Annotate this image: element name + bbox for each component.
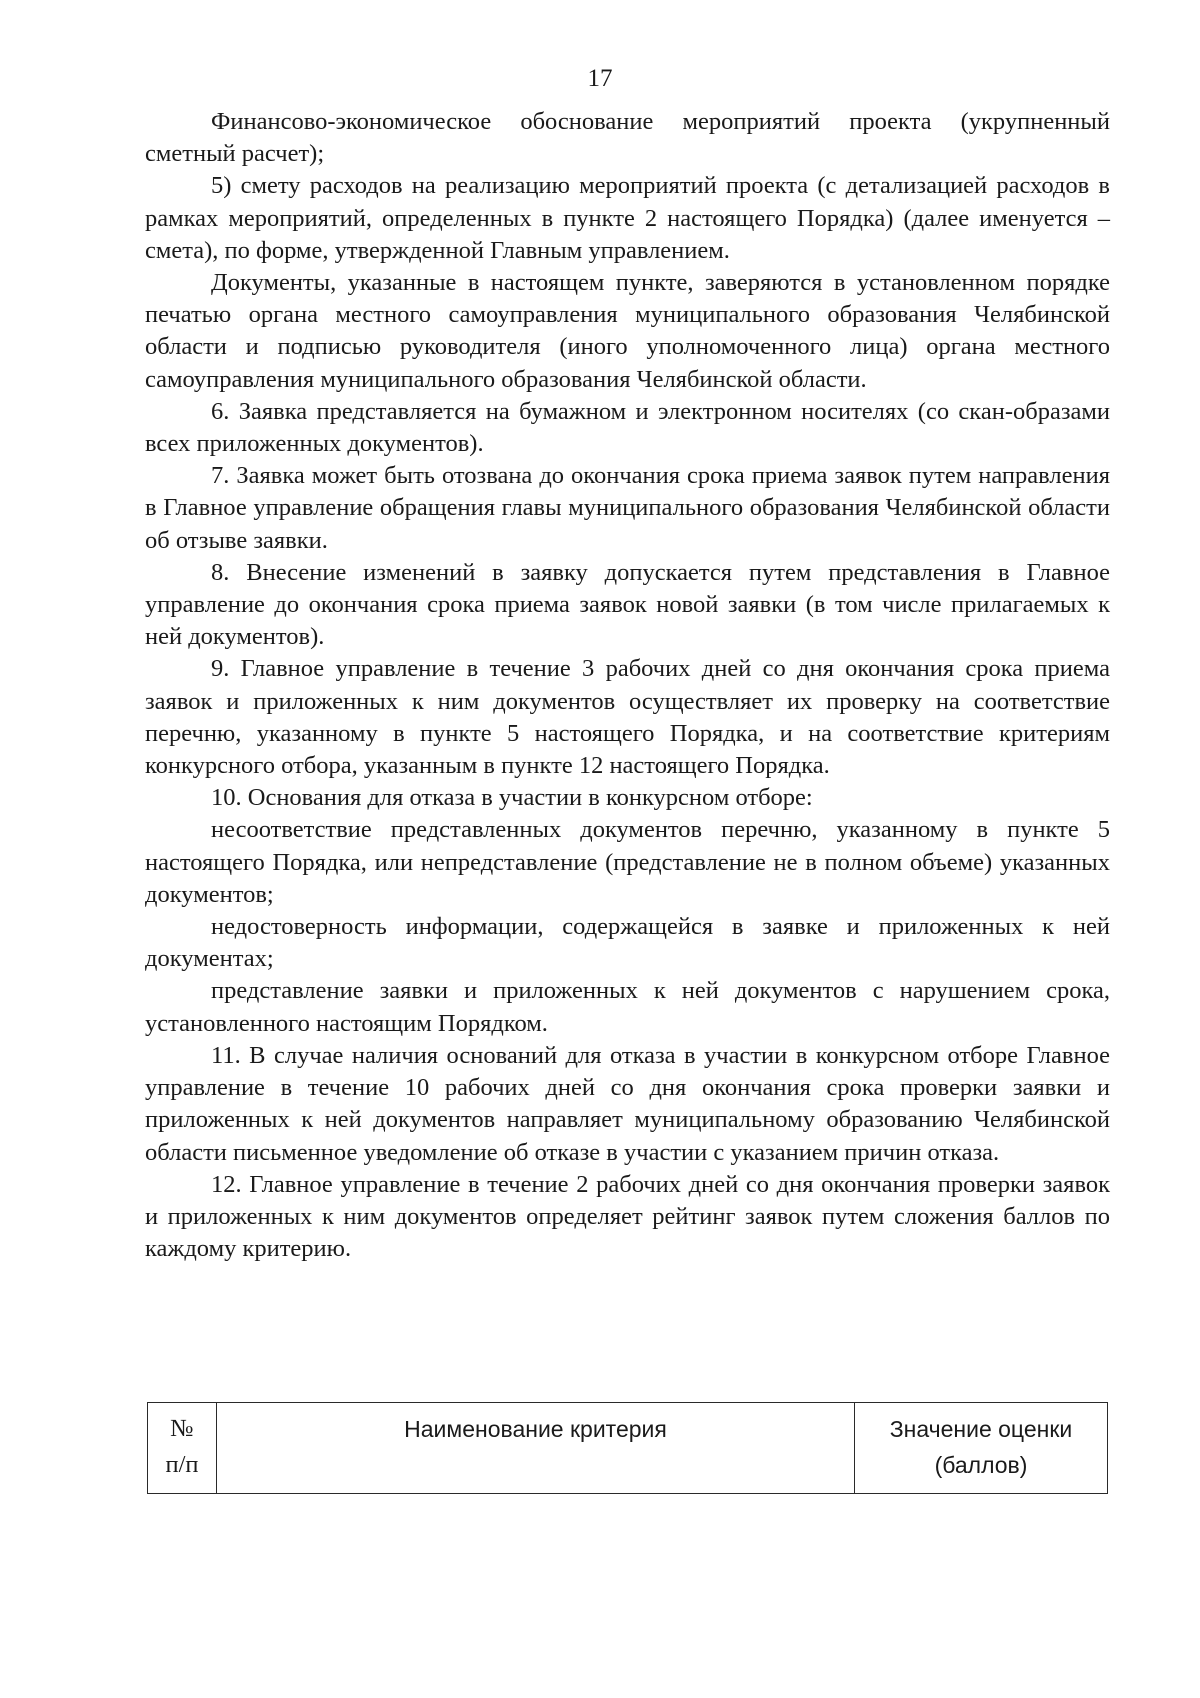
header-number — [148, 1403, 217, 1494]
header-criterion-name: Наименование критерия — [217, 1403, 855, 1494]
document-body — [145, 106, 1110, 1265]
header-score-line1: Значение оценки — [889, 1416, 1073, 1442]
paragraph-refusal-reason-1: несоответствие представленных документов перечню, указанному в пункте 5 настоящего Порядка, или непредставление (представление не в полном объеме) указанных документов; — [145, 816, 1110, 908]
paragraph-item-5-estimate: 5) смету расходов на реализацию мероприятий проекта (с детализацией расходов в рамках мероприятий, определенных в пункте 2 настоящего Порядка) (далее именуется – смета), по форме, утвержденной Главным управлением. — [145, 172, 1110, 264]
header-number-line1: № — [170, 1415, 194, 1442]
paragraph-item-8: 8. Внесение изменений в заявку допускается путем представления в Главное управление до окончания срока приема заявок новой заявки (в том числе прилагаемых к ней документов). — [145, 558, 1110, 651]
page-number: 17 — [587, 65, 613, 92]
paragraph-item-11: 11. В случае наличия оснований для отказа в участии в конкурсном отборе Главное управление в течение 10 рабочих дней со дня окончания срока проверки заявки и приложенных к ней документов направляет муниципальному образованию Челябинской области письменное уведомление об отказе в участии с указанием причин отказа. — [145, 1041, 1110, 1166]
paragraph-refusal-reason-2: недостоверность информации, содержащейся в заявке и приложенных к ней документах; — [145, 913, 1110, 973]
paragraph-item-7: 7. Заявка может быть отозвана до окончания срока приема заявок путем направления в Главное управление обращения главы муниципального образования Челябинской области об отзыве заявки. — [145, 462, 1110, 554]
criteria-table — [147, 1402, 1108, 1494]
header-score-value — [855, 1403, 1108, 1494]
paragraph-item-12: 12. Главное управление в течение 2 рабочих дней со дня окончания проверки заявок и приложенных к ним документов определяет рейтинг заявок путем сложения баллов по каждому критерию. — [145, 1170, 1110, 1263]
header-number-line2: п/п — [165, 1451, 199, 1478]
paragraph-item-6: 6. Заявка представляется на бумажном и электронном носителях (со скан-образами всех приложенных документов). — [145, 397, 1110, 458]
header-score-line2: (баллов) — [934, 1452, 1028, 1478]
paragraph-item-10: 10. Основания для отказа в участии в конкурсном отборе: — [211, 784, 813, 812]
paragraph-refusal-reason-3: представление заявки и приложенных к ней документов с нарушением срока, установленного настоящим Порядком. — [145, 977, 1110, 1037]
table-header-row — [148, 1403, 1108, 1494]
paragraph-financial-justification: Финансово-экономическое обоснование мероприятий проекта (укрупненный сметный расчет); — [145, 108, 1110, 168]
paragraph-item-9: 9. Главное управление в течение 3 рабочих дней со дня окончания срока приема заявок и приложенных к ним документов осуществляет их проверку на соответствие перечню, указанному в пункте 5 настоящего Порядка, и на соответствие критериям конкурсного отбора, указанным в пункте 12 настоящего Порядка. — [145, 655, 1110, 780]
paragraph-documents-certification: Документы, указанные в настоящем пункте, заверяются в установленном порядке печатью органа местного самоуправления муниципального образования Челябинской области и подписью руководителя (иного уполномоченного лица) органа местного самоуправления муниципального образования Челябинской области. — [145, 269, 1110, 393]
